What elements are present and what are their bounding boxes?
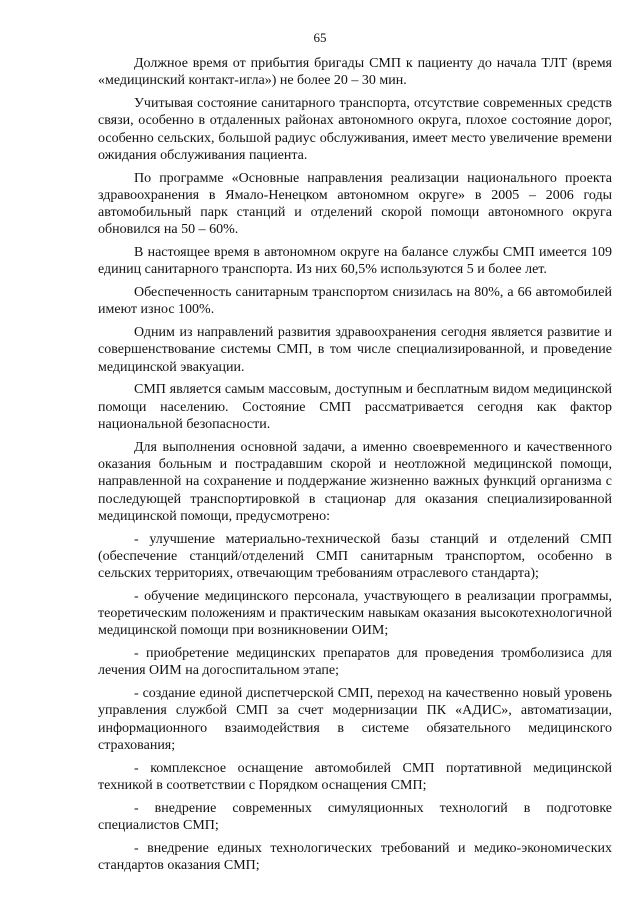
paragraph-national-project: По программе «Основные направления реализации национального проекта здравоохранения в Ямало-Ненецком автономном округе» в 2005 – 2006 годы автомобильный парк станций и отделений скорой помощи автономного округа обновился на 50 – 60%. (98, 170, 612, 238)
paragraph-response-time: Должное время от прибытия бригады СМП к пациенту до начала ТЛТ (время «медицинский контакт-игла») не более 20 – 30 мин. (98, 56, 612, 89)
paragraph-vehicle-count: В настоящее время в автономном округе на балансе службы СМП имеется 109 единиц санитарного транспорта. Из них 60,5% используются 5 и более лет. (98, 245, 612, 278)
list-item: - внедрение единых технологических требований и медико-экономических стандартов оказания СМП; (98, 840, 612, 873)
list-item: - обучение медицинского персонала, участвующего в реализации программы, теоретическим положениям и практическим навыкам оказания высокотехнологичной медицинской помощи при возникновении ОИМ; (98, 588, 612, 639)
document-body (98, 55, 612, 880)
list-item: - внедрение современных симуляционных технологий в подготовке специалистов СМП; (98, 800, 612, 833)
list-item: - приобретение медицинских препаратов для проведения тромболизиса для лечения ОИМ на догоспитальном этапе; (98, 646, 612, 679)
paragraph-transport-conditions: Учитывая состояние санитарного транспорта, отсутствие современных средств связи, особенно в отдаленных районах автономного округа, плохое состояние дорог, особенно сельских, большой радиус обслуживания, имеет место увеличение времени ожидания обслуживания пациента. (98, 95, 612, 163)
paragraph-vehicle-wear: Обеспеченность санитарным транспортом снизилась на 80%, а 66 автомобилей имеют износ 100%. (98, 285, 612, 318)
list-item: - комплексное оснащение автомобилей СМП портативной медицинской техникой в соответствии с Порядком оснащения СМП; (98, 760, 612, 793)
list-item: - улучшение материально-технической базы станций и отделений СМП (обеспечение станций/отделений СМП санитарным транспортом, особенно в сельских территориях, отвечающим требованиям отраслевого стандарта); (98, 531, 612, 582)
paragraph-development-direction: Одним из направлений развития здравоохранения сегодня является развитие и совершенствование системы СМП, в том числе специализированной, и проведение медицинской эвакуации. (98, 325, 612, 375)
list-item: - создание единой диспетчерской СМП, переход на качественно новый уровень управления службой СМП за счет модернизации ПК «АДИС», автоматизации, информационного взаимодействия в системе обязательного медицинского страхования; (98, 686, 612, 753)
paragraph-main-task: Для выполнения основной задачи, а именно своевременного и качественного оказания больным и пострадавшим скорой и неотложной медицинской помощи, направленной на сохранение и поддержание жизненно важных функций организма с последующей транспортировкой в стационар для оказания специализированной медицинской помощи, предусмотрено: (98, 439, 612, 524)
page-number: 65 (313, 30, 327, 45)
paragraph-national-security: СМП является самым массовым, доступным и бесплатным видом медицинской помощи населению. Состояние СМП рассматривается сегодня как фактор национальной безопасности. (98, 382, 612, 432)
